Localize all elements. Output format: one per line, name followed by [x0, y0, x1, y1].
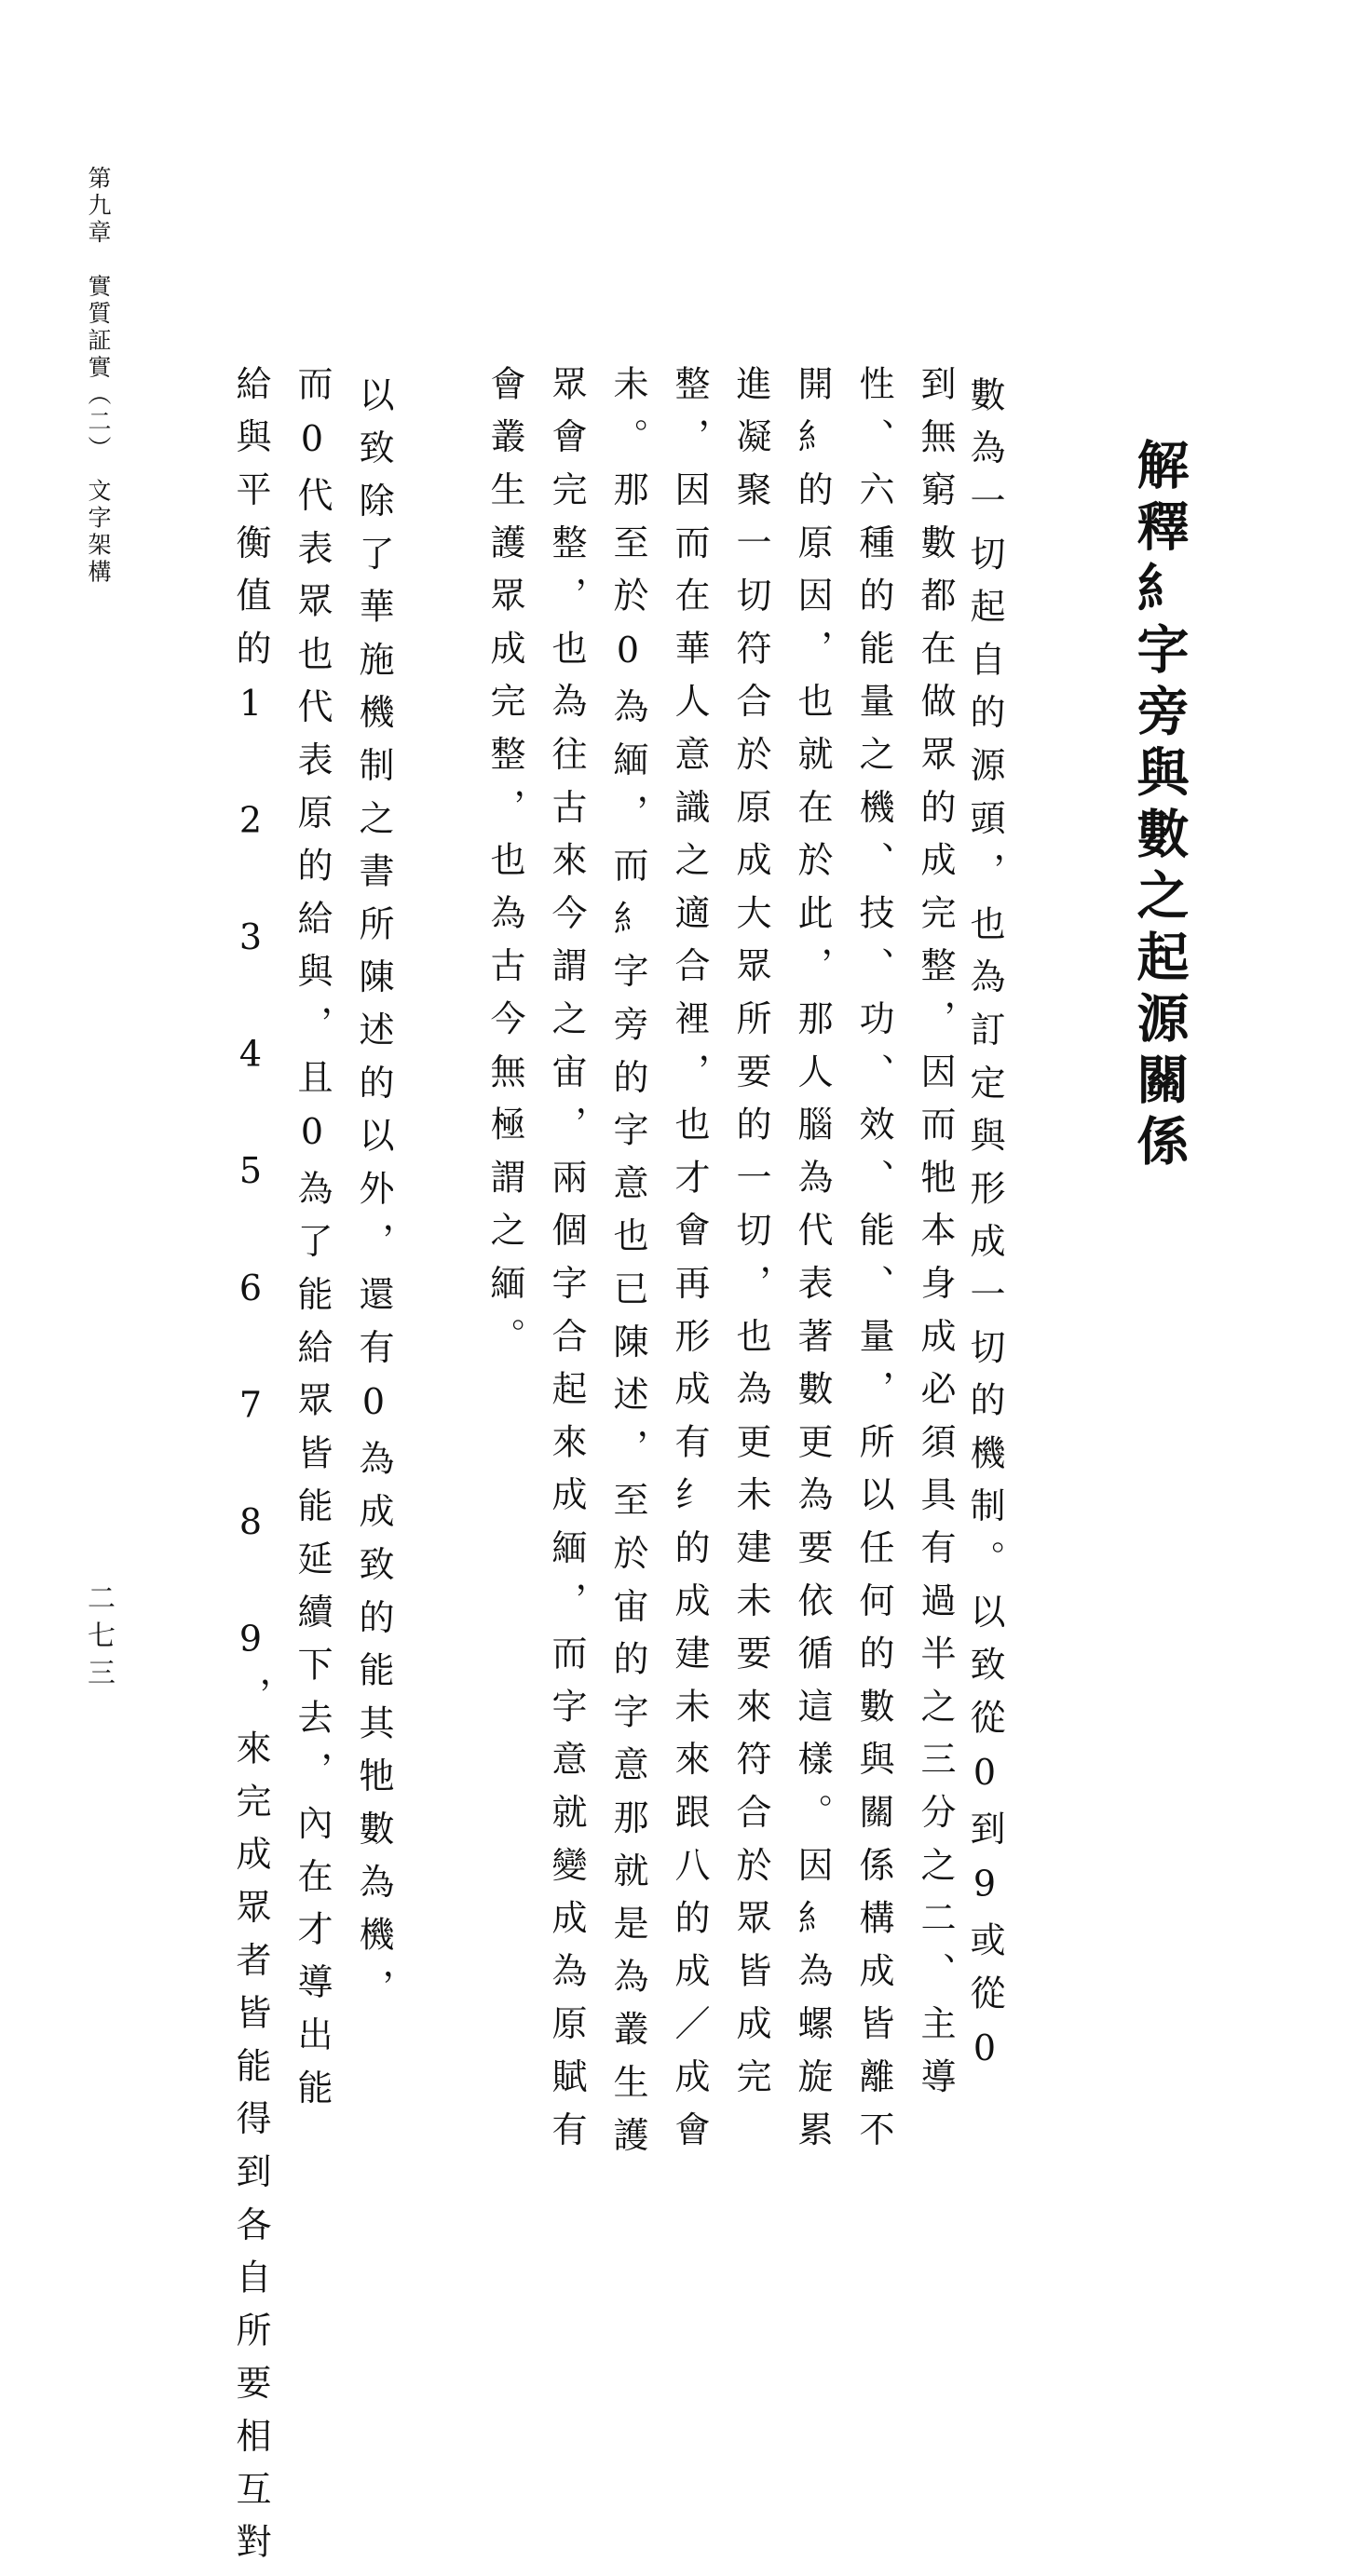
body-column-9: 會叢生護眾成完整，也為古今無極謂之緬。 [484, 365, 525, 1371]
body-column-4: 開糹的原因，也就在於此，那人腦為代表著數更為要依循這樣。因糹為螺旋累 [792, 365, 833, 2164]
body-column-12: 給與平衡值的1 2 3 4 5 6 7 8 9，來完成眾者皆能得到各自所要相互對 [230, 365, 271, 2576]
body-column-2: 到無窮數都在做眾的成完整，因而牠本身成必須具有過半之三分之二、主導 [915, 365, 956, 2111]
body-column-3: 性、六種的能量之機、技、功、效、能、量，所以任何的數與關係構成皆離不 [853, 365, 894, 2164]
body-column-8: 眾會完整，也為往古來今謂之宙，兩個字合起來成緬，而字意就變成為原賦有 [546, 365, 587, 2164]
body-column-1: 數為一切起自的源頭，也為訂定與形成一切的機制。以致從0到9或從0 [964, 376, 1005, 2086]
body-column-5: 進凝聚一切符合於原成大眾所要的一切，也為更未建未要來符合於眾皆成完 [730, 365, 771, 2111]
body-column-10: 以致除了華施機制之書所陳述的以外，還有0為成致的能其牠數為機， [353, 376, 394, 2022]
article-title: 解釋糹字旁與數之起源關係 [1128, 438, 1191, 1175]
body-column-11: 而0代表眾也代表原的給與，且0為了能給眾皆能延續下去，內在才導出能 [292, 365, 333, 2122]
body-column-7: 未。那至於0為緬，而糹字旁的字意也已陳述，至於宙的字意那就是為叢生護 [607, 365, 648, 2170]
body-column-6: 整，因而在華人意識之適合裡，也才會再形成有纟的成建未來跟八的成／成會 [669, 365, 710, 2164]
chapter-running-head: 第九章 實質証實（二） 文字架構 [85, 166, 112, 587]
page-number: 二七三 [82, 1583, 115, 1695]
